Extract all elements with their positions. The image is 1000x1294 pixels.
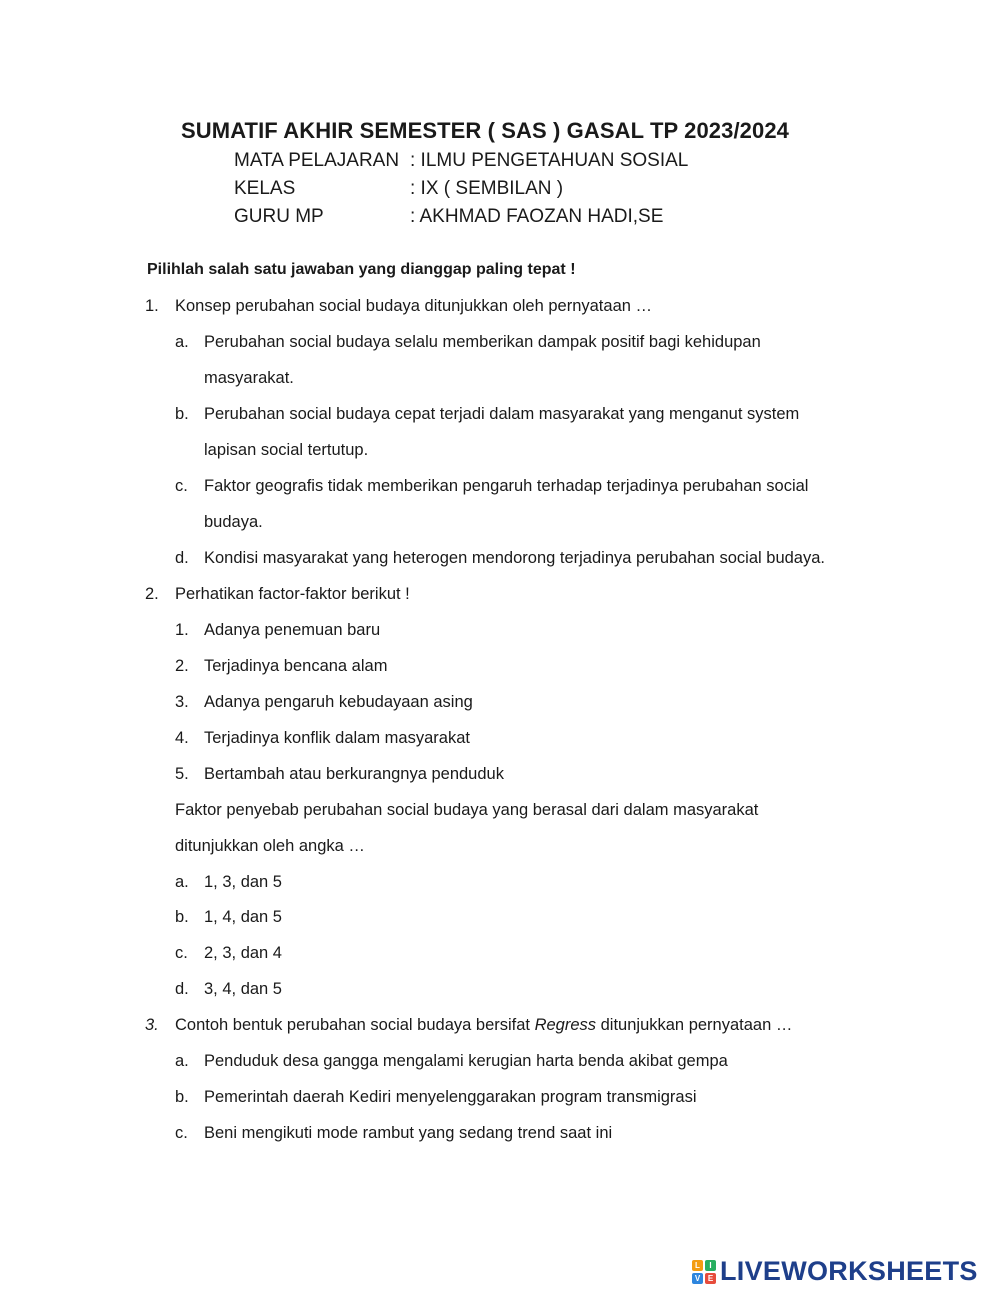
option-text-continued[interactable]: lapisan social tertutup. <box>204 441 369 459</box>
meta-value-subject: : ILMU PENGETAHUAN SOSIAL <box>410 150 689 171</box>
question-text: Perhatikan factor-faktor berikut ! <box>175 585 410 603</box>
liveworksheets-logo <box>692 1256 978 1287</box>
option-text-continued[interactable]: budaya. <box>204 513 263 531</box>
factor-number: 2. <box>175 657 189 675</box>
logo-mark-tile: L <box>692 1260 703 1271</box>
option-letter[interactable]: a. <box>175 1052 189 1070</box>
page-title: SUMATIF AKHIR SEMESTER ( SAS ) GASAL TP 2023/2024 <box>181 118 789 143</box>
option-text[interactable]: Penduduk desa gangga mengalami kerugian harta benda akibat gempa <box>204 1052 728 1070</box>
option-letter[interactable]: d. <box>175 980 189 998</box>
question-stem-continued: ditunjukkan oleh angka … <box>175 837 365 855</box>
option-text[interactable]: 1, 3, dan 5 <box>204 873 282 891</box>
option-letter[interactable]: c. <box>175 477 188 495</box>
option-text[interactable]: 3, 4, dan 5 <box>204 980 282 998</box>
option-text[interactable]: Beni mengikuti mode rambut yang sedang trend saat ini <box>204 1124 613 1142</box>
question-number: 1. <box>145 297 159 315</box>
factor-text: Bertambah atau berkurangnya penduduk <box>204 765 504 783</box>
option-text[interactable]: 1, 4, dan 5 <box>204 908 282 926</box>
option-text-continued[interactable]: masyarakat. <box>204 369 294 387</box>
instruction-text: Pilihlah salah satu jawaban yang dianggap paling tepat ! <box>147 261 576 278</box>
option-text[interactable]: Kondisi masyarakat yang heterogen mendorong terjadinya perubahan social budaya. <box>204 549 825 567</box>
option-letter[interactable]: b. <box>175 908 189 926</box>
question-number: 2. <box>145 585 159 603</box>
question-text <box>175 1016 792 1035</box>
question-text-part: ditunjukkan pernyataan … <box>596 1016 793 1034</box>
option-letter[interactable]: c. <box>175 1124 188 1142</box>
option-letter[interactable]: c. <box>175 944 188 962</box>
factor-number: 1. <box>175 621 189 639</box>
option-letter[interactable]: b. <box>175 1088 189 1106</box>
question-stem: Faktor penyebab perubahan social budaya yang berasal dari dalam masyarakat <box>175 801 759 819</box>
factor-text: Terjadinya bencana alam <box>204 657 388 675</box>
logo-mark-tile: E <box>705 1273 716 1284</box>
option-letter[interactable]: d. <box>175 549 189 567</box>
factor-number: 4. <box>175 729 189 747</box>
factor-number: 3. <box>175 693 189 711</box>
factor-text: Adanya pengaruh kebudayaan asing <box>204 693 473 711</box>
logo-mark-tile: V <box>692 1273 703 1284</box>
option-letter[interactable]: a. <box>175 333 189 351</box>
logo-mark-icon <box>692 1260 716 1284</box>
question-number: 3. <box>145 1016 159 1034</box>
question-text-italic: Regress <box>534 1016 597 1034</box>
meta-value-teacher: : AKHMAD FAOZAN HADI,SE <box>410 206 664 227</box>
option-text[interactable]: 2, 3, dan 4 <box>204 944 282 962</box>
option-letter[interactable]: a. <box>175 873 189 891</box>
question-text-part: Contoh bentuk perubahan social budaya bersifat <box>175 1016 535 1034</box>
factor-number: 5. <box>175 765 189 783</box>
factor-text: Adanya penemuan baru <box>204 621 381 639</box>
question-text: Konsep perubahan social budaya ditunjukkan oleh pernyataan … <box>175 297 653 315</box>
factor-text: Terjadinya konflik dalam masyarakat <box>204 729 470 747</box>
option-text[interactable]: Pemerintah daerah Kediri menyelenggarakan program transmigrasi <box>204 1088 697 1106</box>
logo-text: LIVEWORKSHEETS <box>720 1256 978 1286</box>
meta-label-subject: MATA PELAJARAN <box>234 150 400 171</box>
meta-label-teacher: GURU MP <box>234 206 324 227</box>
meta-value-class: : IX ( SEMBILAN ) <box>410 178 564 199</box>
meta-label-class: KELAS <box>234 178 296 199</box>
option-letter[interactable]: b. <box>175 405 189 423</box>
option-text[interactable]: Perubahan social budaya cepat terjadi dalam masyarakat yang menganut system <box>204 405 800 423</box>
option-text[interactable]: Perubahan social budaya selalu memberikan dampak positif bagi kehidupan <box>204 333 761 351</box>
logo-mark-tile: I <box>705 1260 716 1271</box>
option-text[interactable]: Faktor geografis tidak memberikan pengaruh terhadap terjadinya perubahan social <box>204 477 809 495</box>
